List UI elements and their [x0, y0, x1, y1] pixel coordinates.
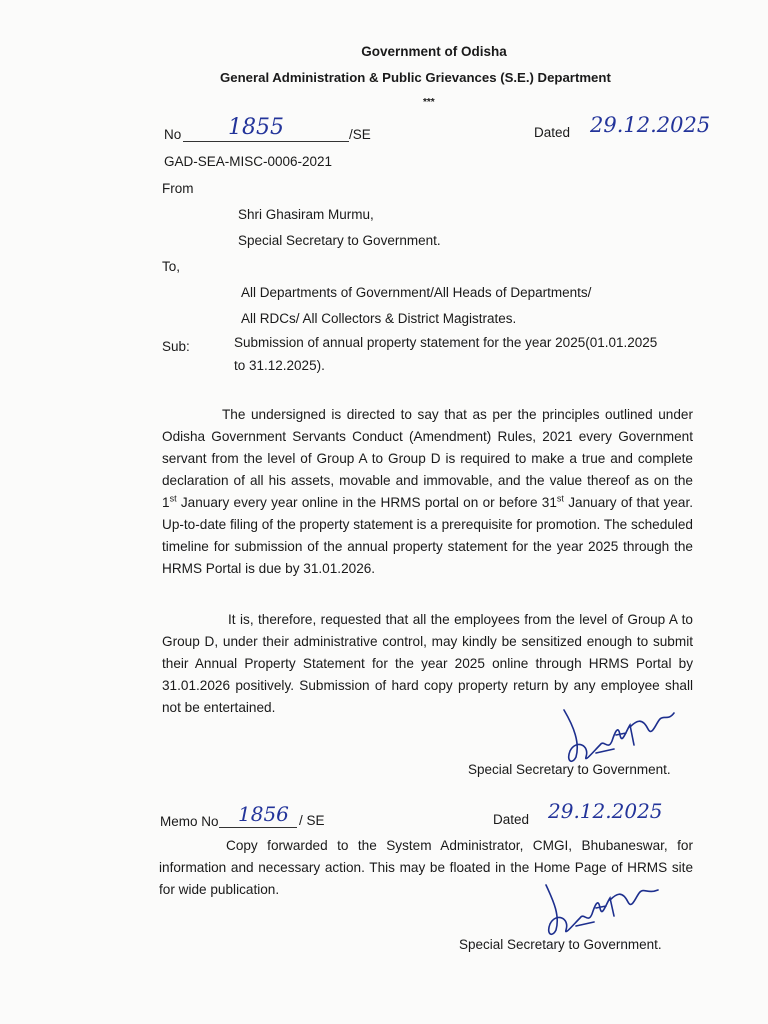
- letter-dated-value: 29.12.2025: [590, 113, 711, 137]
- from-designation: Special Secretary to Government.: [238, 233, 441, 248]
- memo-dated-label: Dated: [493, 812, 530, 827]
- para1-text-a: The undersigned is directed to say that as per the principles outlined under Odisha Government Servants Conduct (Amendment) Rules, 2021 every Government servant from the level of Group A to Group D is required to make a true and complete declaration of all his assets, movable and immovable, and the value thereof as on the 1: [162, 407, 693, 510]
- memo-dated-value: 29.12.2025: [548, 799, 663, 823]
- letter-no-label: No: [164, 127, 182, 142]
- file-reference: GAD-SEA-MISC-0006-2021: [164, 154, 333, 169]
- to-label: To,: [162, 259, 181, 274]
- body-paragraph-2: It is, therefore, requested that all the employees from the level of Group A to Group D, under their administrative control, may kindly be sensitized enough to submit their Annual Property Statement for the year 2025 online through HRMS Portal by 31.01.2026 positively. Submission of hard copy property return by any employee shall not be entertained.: [162, 612, 693, 715]
- letter-no-underline: [183, 141, 349, 142]
- memo-no-value: 1856: [238, 802, 289, 826]
- para1-text-b: January every year online in the HRMS portal on or before 31: [176, 495, 557, 510]
- letter-no-value: 1855: [228, 115, 284, 140]
- department-title: General Administration & Public Grievances (S.E.) Department: [220, 70, 611, 85]
- letter-dated-label: Dated: [534, 125, 571, 140]
- body-paragraph-1: [162, 404, 693, 580]
- para1-text-c: January of that year. Up-to-date filing of the property statement is a prerequisite for promotion. The scheduled timeline for submission of the annual property statement for the year 2025 through the HRMS Portal is due by 31.01.2026.: [162, 495, 693, 576]
- to-line-2: All RDCs/ All Collectors & District Magistrates.: [241, 311, 517, 326]
- memo-no-underline: [219, 827, 297, 828]
- memo-no-suffix: / SE: [299, 813, 325, 828]
- signature-2-designation: Special Secretary to Government.: [459, 937, 662, 952]
- para1-sup-1: st: [169, 493, 177, 504]
- signature-1-designation: Special Secretary to Government.: [468, 762, 671, 777]
- subject-line-1: Submission of annual property statement for the year 2025(01.01.2025: [234, 335, 658, 350]
- government-title: Government of Odisha: [361, 44, 507, 59]
- from-name: Shri Ghasiram Murmu,: [238, 207, 374, 222]
- from-label: From: [162, 181, 194, 196]
- subject-label: Sub:: [162, 339, 190, 354]
- para1-sup-2: st: [556, 493, 564, 504]
- to-line-1: All Departments of Government/All Heads of Departments/: [241, 285, 592, 300]
- subject-line-2: to 31.12.2025).: [234, 358, 325, 373]
- memo-no-label: Memo No: [160, 814, 219, 829]
- letter-no-suffix: /SE: [349, 127, 371, 142]
- header-separator: ***: [423, 97, 435, 108]
- memo-paragraph: Copy forwarded to the System Administrator, CMGI, Bhubaneswar, for information and necessary action. This may be floated in the Home Page of HRMS site for wide publication.: [159, 838, 693, 897]
